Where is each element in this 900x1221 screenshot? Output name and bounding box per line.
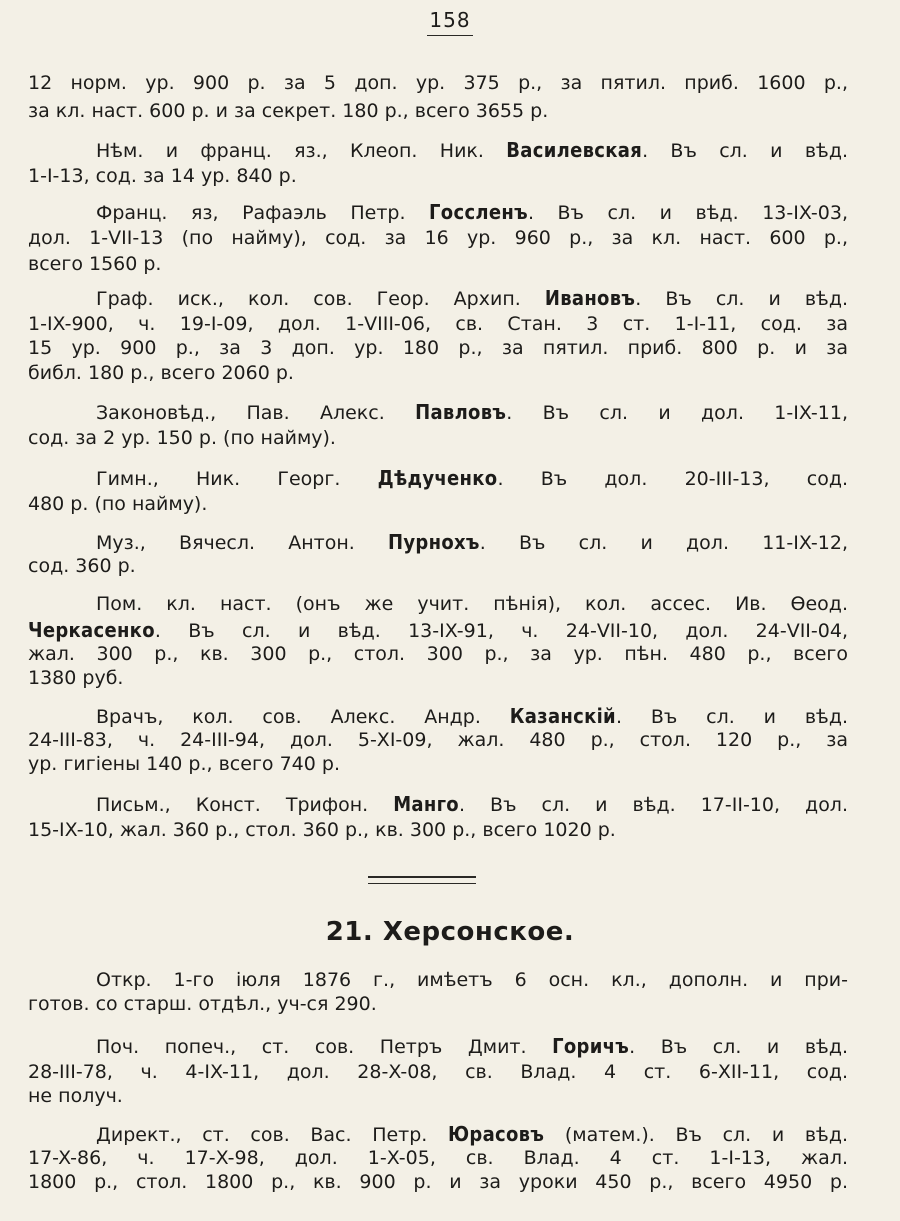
section-heading: 21. Херсонское. xyxy=(325,917,575,947)
text-line: Франц. яз, Рафаэль Петр. Госсленъ. Въ сл. и вѣд. 13-IX-03, xyxy=(96,200,848,224)
text-line: сод. 360 р. xyxy=(28,555,136,577)
text-line: Пом. кл. наст. (онъ же учит. пѣнія), кол. ассес. Ив. Өеод. xyxy=(96,593,848,615)
text-line: Законовѣд., Пав. Алекс. Павловъ. Въ сл. и дол. 1-IX-11, xyxy=(96,400,848,424)
text-line: Письм., Конст. Трифон. Манго. Въ сл. и вѣд. 17-II-10, дол. xyxy=(96,792,848,816)
person-surname: Казанскій xyxy=(509,704,616,728)
person-surname: Черкасенко xyxy=(28,618,155,642)
text-line: Откр. 1-го іюля 1876 г., имѣетъ 6 осн. кл., дополн. и при- xyxy=(96,969,848,991)
text-line: 1800 р., стол. 1800 р., кв. 900 р. и за уроки 450 р., всего 4950 р. xyxy=(28,1171,848,1193)
section-divider xyxy=(368,876,476,884)
text-line: библ. 180 р., всего 2060 р. xyxy=(28,362,294,384)
text-line: не получ. xyxy=(28,1085,123,1107)
text-line: готов. со старш. отдѣл., уч-ся 290. xyxy=(28,993,377,1015)
text-line: Черкасенко. Въ сл. и вѣд. 13-IX-91, ч. 24-VII-10, дол. 24-VII-04, xyxy=(28,618,848,642)
text-line: 24-III-83, ч. 24-III-94, дол. 5-XI-09, жал. 480 р., стол. 120 р., за xyxy=(28,729,848,751)
page-number-container xyxy=(0,8,900,36)
text-line: Граф. иск., кол. сов. Геор. Архип. Ивановъ. Въ сл. и вѣд. xyxy=(96,286,848,310)
text-line: 1-I-13, сод. за 14 ур. 840 р. xyxy=(28,165,297,187)
person-surname: Ивановъ xyxy=(544,286,636,310)
person-surname: Госсленъ xyxy=(429,200,528,224)
text-line: 15 ур. 900 р., за 3 доп. ур. 180 р., за пятил. приб. 800 р. и за xyxy=(28,337,848,359)
text-line: 1380 руб. xyxy=(28,667,124,689)
text-line: ур. гигіены 140 р., всего 740 р. xyxy=(28,753,340,775)
text-line: Муз., Вячесл. Антон. Пурнохъ. Въ сл. и дол. 11-IX-12, xyxy=(96,530,848,554)
person-surname: Манго xyxy=(393,792,459,816)
text-line: Поч. попеч., ст. сов. Петръ Дмит. Горичъ. Въ сл. и вѣд. xyxy=(96,1034,848,1058)
person-surname: Василевская xyxy=(506,138,643,162)
text-line: 28-III-78, ч. 4-IX-11, дол. 28-X-08, св. Влад. 4 ст. 6-XII-11, сод. xyxy=(28,1061,848,1083)
text-line: 1-IX-900, ч. 19-I-09, дол. 1-VIII-06, св. Стан. 3 ст. 1-I-11, сод. за xyxy=(28,313,848,335)
text-line: Гимн., Ник. Георг. Дѣдученко. Въ дол. 20-III-13, сод. xyxy=(96,466,848,490)
text-line: Директ., ст. сов. Вас. Петр. Юрасовъ (матем.). Въ сл. и вѣд. xyxy=(96,1122,848,1146)
person-surname: Павловъ xyxy=(415,400,507,424)
text-line: дол. 1-VII-13 (по найму), сод. за 16 ур. 960 р., за кл. наст. 600 р., xyxy=(28,227,848,249)
text-line: 480 р. (по найму). xyxy=(28,493,208,515)
text-line: 17-X-86, ч. 17-X-98, дол. 1-X-05, св. Влад. 4 ст. 1-I-13, жал. xyxy=(28,1147,848,1169)
text-line: всего 1560 р. xyxy=(28,253,162,275)
text-line: 15-IX-10, жал. 360 р., стол. 360 р., кв. 300 р., всего 1020 р. xyxy=(28,819,616,841)
person-surname: Горичъ xyxy=(552,1034,630,1058)
text-line: жал. 300 р., кв. 300 р., стол. 300 р., за ур. пѣн. 480 р., всего xyxy=(28,643,848,665)
text-line: 12 норм. ур. 900 р. за 5 доп. ур. 375 р., за пятил. приб. 1600 р., xyxy=(28,72,848,94)
text-line: Врачъ, кол. сов. Алекс. Андр. Казанскій. Въ сл. и вѣд. xyxy=(96,704,848,728)
person-surname: Пурнохъ xyxy=(388,530,480,554)
person-surname: Юрасовъ xyxy=(448,1122,545,1146)
text-line: Нѣм. и франц. яз., Клеоп. Ник. Василевская. Въ сл. и вѣд. xyxy=(96,138,848,162)
text-line: сод. за 2 ур. 150 р. (по найму). xyxy=(28,427,336,449)
page-number: 158 xyxy=(427,8,472,36)
text-line: за кл. наст. 600 р. и за секрет. 180 р., всего 3655 р. xyxy=(28,100,549,122)
person-surname: Дѣдученко xyxy=(377,466,498,490)
